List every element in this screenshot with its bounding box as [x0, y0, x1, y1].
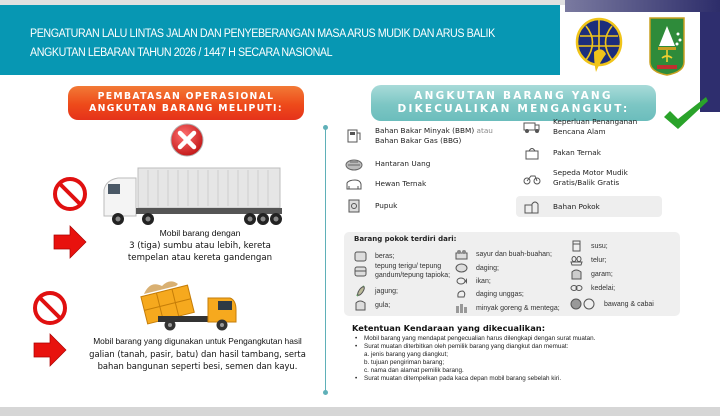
dump-truck-icon	[140, 278, 245, 333]
title-line-2: ANGKUTAN LEBARAN TAHUN 2026 / 1447 H SECARA NASIONAL	[30, 47, 333, 59]
staple-item	[354, 250, 394, 262]
section-divider	[325, 127, 326, 394]
item-label: Pakan Ternak	[553, 148, 601, 157]
x-mark-icon	[170, 123, 204, 157]
staple-item	[455, 302, 560, 314]
item-label: Bahan Bakar Minyak (BBM)	[375, 126, 475, 135]
title-line-1: PENGATURAN LALU LINTAS JALAN DAN PENYEBERANGAN MASA ARUS MUDIK DAN ARUS BALIK	[30, 28, 495, 40]
provision-subitem: a. jenis barang yang diangkut;	[364, 351, 449, 358]
divider-dot	[323, 390, 328, 395]
exempt-heading-line2: DIKECUALIKAN MENGANGKUT:	[397, 103, 630, 115]
restriction-heading	[68, 86, 304, 120]
logo-panel	[560, 12, 700, 78]
item-label: Hantaran Uang	[375, 159, 431, 168]
item-label: ikan;	[476, 277, 491, 285]
fertilizer-icon	[345, 199, 363, 213]
prohibited-icon	[52, 176, 88, 212]
item-label: jagung;	[375, 287, 398, 295]
oil-bottles-icon	[455, 302, 468, 314]
exempt-item-staple	[523, 200, 600, 214]
item-label: Bahan Bakar Gas (BBG)	[375, 136, 462, 145]
exempt-item-feed	[523, 146, 601, 160]
meat-icon	[455, 262, 468, 274]
provision-item: • Surat muatan diterbitkan oleh pemilik barang yang diangkut dan memuat:	[354, 343, 595, 351]
staple-item	[354, 285, 398, 297]
staple-item	[570, 254, 607, 266]
animal-feed-icon	[523, 146, 541, 160]
item-label: gandum/tepung tapioka;	[375, 272, 451, 279]
item-label: sayur dan buah-buahan;	[476, 250, 552, 258]
red-arrow-icon	[32, 332, 68, 368]
staple-item	[570, 268, 613, 280]
item-label: garam;	[591, 270, 613, 278]
exempt-heading-line1: ANGKUTAN BARANG YANG	[414, 90, 613, 102]
staple-item	[570, 298, 654, 310]
divider-dot	[323, 125, 328, 130]
staple-item	[455, 275, 491, 287]
caption-line: galian (tanah, pasir, batu) dan hasil tambang, serta	[89, 348, 306, 359]
riau-emblem-icon	[648, 14, 686, 76]
milk-icon	[570, 240, 583, 252]
restriction-heading-line2: ANGKUTAN BARANG MELIPUTI:	[89, 103, 283, 114]
staple-item	[455, 248, 552, 260]
caption-line: bahan bangunan seperti besi, semen dan kayu.	[97, 361, 298, 371]
salt-icon	[570, 268, 583, 280]
staple-item	[455, 288, 524, 300]
caption-line: Mobil barang dengan	[159, 228, 241, 238]
exempt-item-money	[345, 157, 430, 171]
staple-item	[354, 299, 390, 311]
item-label-suffix: atau	[476, 126, 493, 135]
exempt-item-fertilizer	[345, 199, 397, 213]
provisions-title: Ketentuan Kendaraan yang dikecualikan:	[352, 323, 546, 333]
decor-bar	[565, 0, 720, 12]
header-banner	[0, 5, 560, 75]
semi-trailer-truck-icon	[100, 166, 290, 226]
item-label: Pupuk	[375, 201, 398, 210]
rice-sack-icon	[354, 250, 367, 262]
corn-icon	[354, 285, 367, 297]
flour-sack-icon	[354, 265, 367, 277]
staple-item	[570, 282, 615, 294]
item-label: Sepeda Motor Mudik	[553, 168, 628, 177]
item-label: Gratis/Balik Gratis	[553, 178, 620, 187]
item-label: minyak goreng & mentega;	[476, 304, 560, 312]
item-label: beras;	[375, 252, 395, 260]
item-label: telur;	[591, 256, 607, 264]
exempt-item-disaster	[523, 117, 637, 137]
page-title	[30, 25, 514, 63]
exempt-item-motorcycle	[523, 168, 628, 188]
item-label: Bencana Alam	[553, 127, 606, 136]
prohibited-icon	[32, 290, 68, 326]
item-label: daging unggas;	[476, 290, 524, 298]
soybean-icon	[570, 282, 583, 294]
exempt-heading	[371, 85, 656, 121]
staple-item	[354, 262, 450, 280]
provision-item: • Mobil barang yang mendapat pengecualian harus dilengkapi dengan surat muatan.	[354, 335, 595, 343]
provision-item: • Surat muatan ditempelkan pada kaca depan mobil barang sebelah kiri.	[354, 375, 595, 383]
provision-subitem: b. tujuan pengiriman barang;	[364, 359, 445, 366]
restriction-item-2-caption	[70, 335, 325, 373]
staple-item	[455, 262, 499, 274]
motorcycle-icon	[523, 171, 541, 185]
exempt-item-fuel	[345, 126, 493, 146]
restriction-item-1-caption	[80, 227, 320, 265]
restriction-heading-line1: PEMBATASAN OPERASIONAL	[97, 91, 275, 102]
caption-line: Mobil barang yang digunakan untuk Pengangkutan hasil	[93, 336, 302, 346]
fuel-pump-icon	[345, 129, 363, 143]
staple-goods-title: Barang pokok terdiri dari:	[354, 235, 457, 243]
money-icon	[345, 157, 363, 171]
fish-icon	[455, 275, 468, 287]
provisions-list	[354, 335, 595, 383]
staple-item	[570, 240, 608, 252]
item-label: kedelai;	[591, 284, 616, 292]
item-label: Hewan Ternak	[375, 179, 427, 188]
item-label: daging;	[476, 264, 499, 272]
item-label: susu;	[591, 242, 608, 250]
vegetables-icon	[455, 248, 468, 260]
rescue-truck-icon	[523, 120, 541, 134]
livestock-icon	[345, 177, 363, 191]
sugar-sack-icon	[354, 299, 367, 311]
item-label: Bahan Pokok	[553, 202, 600, 211]
kemenhub-logo-icon	[572, 16, 626, 74]
item-label: tepung terigu/ tepung	[375, 263, 442, 270]
checkmark-icon	[662, 95, 710, 131]
eggs-icon	[570, 254, 583, 266]
poultry-icon	[455, 288, 468, 300]
item-label: gula;	[375, 301, 391, 309]
exempt-item-livestock	[345, 177, 426, 191]
provision-subitem: c. nama dan alamat pemilik barang.	[364, 367, 464, 374]
caption-line: tempelan atau kereta gandengan	[127, 253, 273, 263]
item-label: bawang & cabai	[604, 300, 654, 308]
item-label: Keperluan Penanganan	[553, 117, 638, 126]
staple-goods-icon	[523, 200, 541, 214]
onion-chili-icon	[570, 298, 596, 310]
caption-line: 3 (tiga) sumbu atau lebih, kereta	[129, 240, 271, 251]
